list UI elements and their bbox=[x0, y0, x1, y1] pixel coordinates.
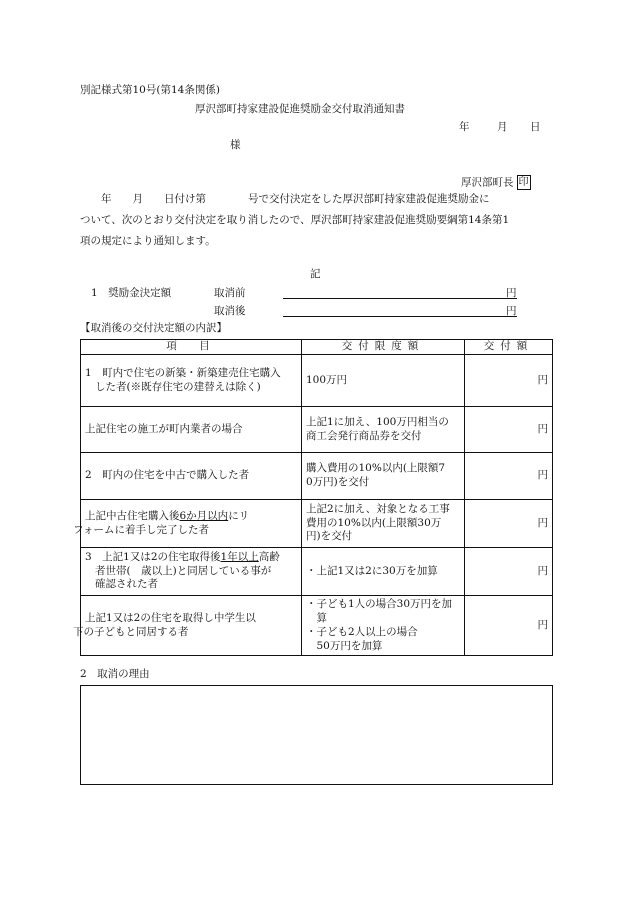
body-line: ついて、次のとおり交付決定を取り消したので、厚沢部町持家建設促進奨励要綱第14条第1 bbox=[80, 214, 510, 226]
limit-cell: 上記2に加え、対象となる工事 費用の10%以内(上限額30万 円)を交付 bbox=[302, 500, 465, 548]
breakdown-title: 【取消後の交付決定額の内訳】 bbox=[80, 322, 227, 334]
amount-cell: 円 bbox=[465, 355, 553, 407]
table-row bbox=[81, 596, 553, 656]
limit-cell: 上記1に加え、100万円相当の 商工会発行商品券を交付 bbox=[302, 407, 465, 453]
table-row bbox=[81, 407, 553, 453]
ki-heading: 記 bbox=[310, 268, 321, 280]
limit-cell: ・上記1又は2に30万を加算 bbox=[302, 548, 465, 596]
header-limit: 交付限度額 bbox=[302, 340, 465, 355]
date-year: 年 bbox=[459, 121, 470, 133]
before-cancel-label: 取消前 bbox=[214, 287, 246, 299]
breakdown-table bbox=[73, 339, 553, 656]
reason-box bbox=[80, 685, 553, 785]
amount-cell: 円 bbox=[465, 453, 553, 500]
section1-label: 1 奨励金決定額 bbox=[91, 287, 172, 299]
body-line: 項の規定により通知します。 bbox=[80, 235, 216, 247]
after-cancel-line bbox=[283, 316, 517, 317]
amount-cell: 円 bbox=[465, 596, 553, 656]
body-line: 年 月 日付け第 号で交付決定をした厚沢部町持家建設促進奨励金に bbox=[80, 193, 490, 205]
item-cell: 上記中古住宅購入後6か月以内にリ フォームに着手し完了した者 bbox=[81, 500, 302, 548]
limit-cell: ・子ども1人の場合30万円を加 算 ・子ども2人以上の場合 50万円を加算 bbox=[302, 596, 465, 656]
amount-cell: 円 bbox=[465, 407, 553, 453]
table-row bbox=[81, 453, 553, 500]
section2-label: 2 取消の理由 bbox=[80, 668, 150, 680]
amount-cell: 円 bbox=[465, 548, 553, 596]
before-cancel-line bbox=[283, 298, 517, 299]
after-cancel-label: 取消後 bbox=[214, 305, 246, 317]
document-title: 厚沢部町持家建設促進奨励金交付取消通知書 bbox=[195, 103, 405, 115]
header-item: 項 目 bbox=[81, 340, 302, 355]
after-cancel-yen: 円 bbox=[506, 305, 517, 317]
item-cell: 3 上記1又は2の住宅取得後1年以上高齢 者世帯( 歳以上)と同居している事が 確認された者 bbox=[81, 548, 302, 596]
date-month: 月 bbox=[497, 121, 508, 133]
before-cancel-yen: 円 bbox=[506, 287, 517, 299]
limit-cell: 100万円 bbox=[302, 355, 465, 407]
issuer bbox=[461, 175, 531, 190]
body-paragraph bbox=[80, 189, 556, 252]
form-reference: 別記様式第10号(第14条関係) bbox=[80, 84, 220, 96]
amount-cell: 円 bbox=[465, 500, 553, 548]
item-cell: 上記住宅の施工が町内業者の場合 bbox=[81, 407, 302, 453]
seal-mark: 印 bbox=[518, 177, 529, 188]
date-day: 日 bbox=[530, 121, 541, 133]
addressee: 様 bbox=[230, 139, 241, 151]
table-row bbox=[81, 500, 553, 548]
table-row bbox=[81, 548, 553, 596]
header-amount: 交付額 bbox=[465, 340, 553, 355]
item-cell: 2 町内の住宅を中古で購入した者 bbox=[81, 453, 302, 500]
limit-cell: 購入費用の10%以内(上限額7 0万円)を交付 bbox=[302, 453, 465, 500]
table-header-row bbox=[81, 340, 553, 355]
item-cell: 1 町内で住宅の新築・新築建売住宅購入 した者(※既存住宅の建替えは除く) bbox=[81, 355, 302, 407]
issuer-name: 厚沢部町長 bbox=[461, 176, 514, 189]
table-row bbox=[81, 355, 553, 407]
item-cell: 上記1又は2の住宅を取得し中学生以 下の子どもと同居する者 bbox=[81, 596, 302, 656]
